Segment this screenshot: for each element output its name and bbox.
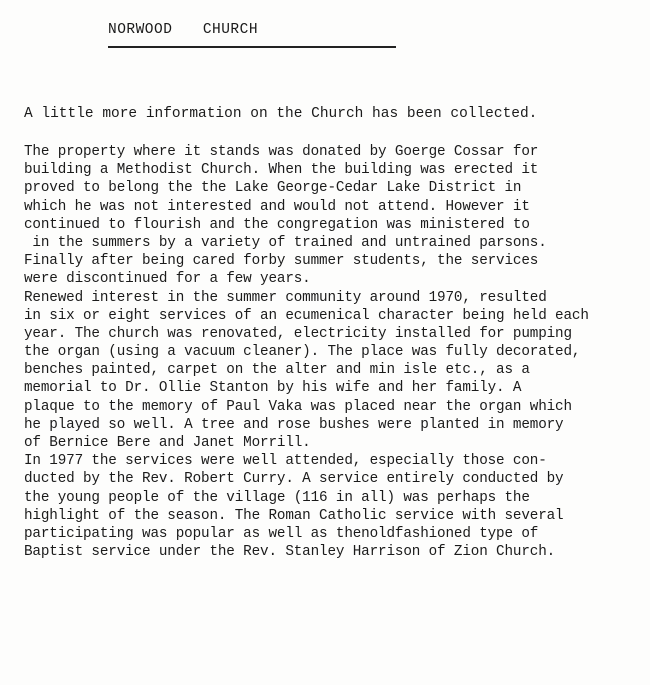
- text-line: were discontinued for a few years.: [24, 271, 311, 288]
- text-line: which he was not interested and would not attend. However it: [24, 198, 530, 215]
- text-line: of Bernice Bere and Janet Morrill.: [24, 435, 311, 451]
- text-line: year. The church was renovated, electricity installed for pumping: [24, 325, 572, 342]
- text-line: The property where it stands was donated by Goerge Cossar for: [24, 144, 539, 160]
- text-line: benches painted, carpet on the alter and min isle etc., as a: [24, 362, 530, 379]
- text-line: In 1977 the services were well attended, especially those con-: [24, 453, 547, 470]
- text-line: memorial to Dr. Ollie Stanton by his wife and her family. A: [24, 380, 522, 397]
- text-line: Renewed interest in the summer community around 1970, resulted: [24, 289, 547, 306]
- text-line: the young people of the village (116 in all) was perhaps the: [24, 489, 530, 506]
- text-line: Baptist service under the Rev. Stanley Harrison of Zion Church.: [24, 544, 556, 561]
- body-text: [24, 143, 644, 561]
- page-title: NORWOOD CHURCH: [108, 22, 259, 38]
- text-line: Finally after being cared forby summer students, the services: [24, 253, 539, 270]
- title-underline: [108, 46, 396, 48]
- text-line: plaque to the memory of Paul Vaka was placed near the organ which: [24, 398, 572, 415]
- text-line: in six or eight services of an ecumenical character being held each: [24, 307, 589, 324]
- text-line: he played so well. A tree and rose bushes were planted in memory: [24, 416, 564, 433]
- text-line: ducted by the Rev. Robert Curry. A service entirely conducted by: [24, 471, 564, 488]
- text-line: participating was popular as well as thenoldfashioned type of: [24, 525, 539, 542]
- text-line: building a Methodist Church. When the building was erected it: [24, 162, 539, 179]
- text-line: in the summers by a variety of trained and untrained parsons.: [24, 234, 547, 251]
- text-line: proved to belong the the Lake George-Cedar Lake District in: [24, 180, 522, 197]
- text-line: continued to flourish and the congregation was ministered to: [24, 216, 530, 233]
- text-line: the organ (using a vacuum cleaner). The place was fully decorated,: [24, 344, 581, 361]
- text-line: highlight of the season. The Roman Catholic service with several: [24, 507, 564, 524]
- intro-paragraph: A little more information on the Church has been collected.: [24, 106, 538, 122]
